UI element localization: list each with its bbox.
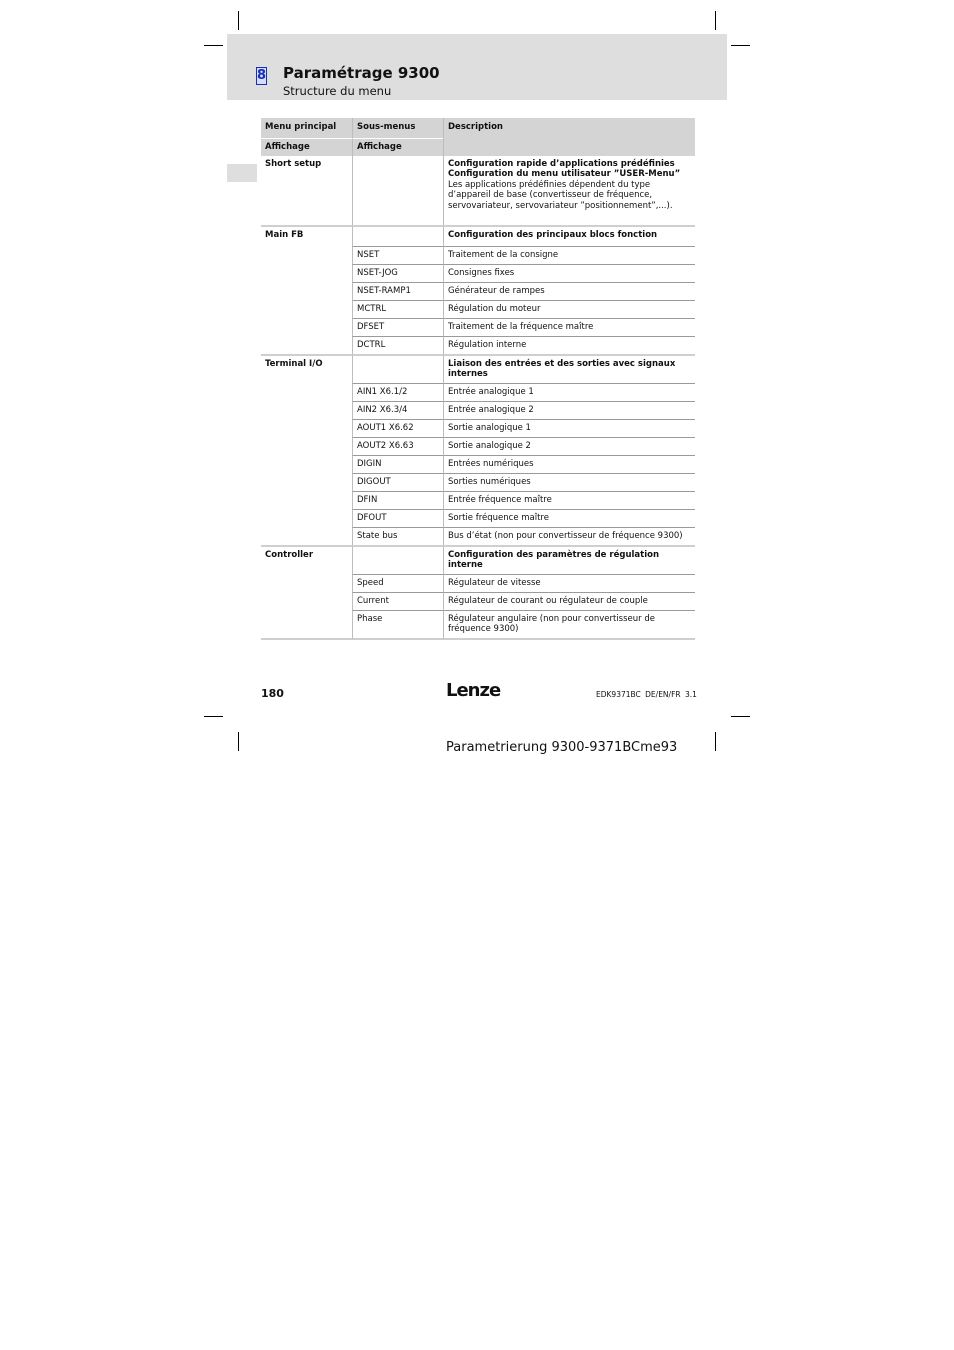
menu-controller: Controller — [261, 545, 352, 640]
table-row: Current Régulateur de courant ou régulateur de couple — [261, 592, 695, 610]
table-row: Terminal I/O Liaison des entrées et des sorties avec signaux internes — [261, 354, 695, 383]
table-row: AOUT2 X6.63 Sortie analogique 2 — [261, 437, 695, 455]
crop-mark — [731, 716, 750, 717]
table-row: State bus Bus d’état (non pour convertisseur de fréquence 9300) — [261, 527, 695, 545]
page-number: 180 — [261, 687, 284, 700]
crop-mark — [204, 45, 223, 46]
crop-mark — [715, 11, 716, 30]
header-display-main: Affichage — [261, 139, 352, 156]
table-row: Main FB Configuration des principaux blocs fonction — [261, 225, 695, 246]
table-row: NSET Traitement de la consigne — [261, 246, 695, 264]
menu-structure-table — [261, 118, 695, 640]
crop-mark — [238, 732, 239, 751]
footer-caption: Parametrierung 9300-9371BCme93 — [446, 740, 678, 755]
table-row: Speed Régulateur de vitesse — [261, 574, 695, 592]
menu-short-setup: Short setup — [265, 158, 322, 169]
table-row: AIN1 X6.1/2 Entrée analogique 1 — [261, 383, 695, 401]
table-row: DIGIN Entrées numériques — [261, 455, 695, 473]
table-row — [261, 156, 695, 225]
table-row: MCTRL Régulation du moteur — [261, 300, 695, 318]
crop-mark — [238, 11, 239, 30]
document-code: EDK9371BC DE/EN/FR 3.1 — [596, 690, 697, 699]
table-row: DCTRL Régulation interne — [261, 336, 695, 354]
crop-mark — [715, 732, 716, 751]
table-row: AIN2 X6.3/4 Entrée analogique 2 — [261, 401, 695, 419]
table-row: NSET-JOG Consignes fixes — [261, 264, 695, 282]
page-title: Paramétrage 9300 — [283, 64, 440, 82]
table-row: Controller Configuration des paramètres de régulation interne — [261, 545, 695, 574]
menu-terminal-io: Terminal I/O — [261, 354, 352, 545]
page-subtitle: Structure du menu — [283, 84, 392, 98]
short-setup-description: Configuration rapide d’applications prédéfinies Configuration du menu utilisateur ”USER-Menu” Les applications prédéfinies dépendent du type d’appareil de base (convertisseur de fréquence, servovariateur, servovariateur ”positionnement”,...). — [443, 156, 695, 225]
table-row: DFSET Traitement de la fréquence maître — [261, 318, 695, 336]
header-submenus: Sous-menus — [352, 118, 443, 139]
crop-mark — [204, 716, 223, 717]
chapter-number-badge: 8 — [257, 68, 267, 83]
brand-logo: Lenze — [446, 680, 501, 701]
table-row: Phase Régulateur angulaire (non pour convertisseur de fréquence 9300) — [261, 610, 695, 640]
header-main-menu: Menu principal — [261, 118, 352, 139]
table-row: NSET-RAMP1 Générateur de rampes — [261, 282, 695, 300]
header-display-sub: Affichage — [352, 139, 443, 156]
side-tab-marker — [227, 164, 257, 182]
table-row: DIGOUT Sorties numériques — [261, 473, 695, 491]
table-row: AOUT1 X6.62 Sortie analogique 1 — [261, 419, 695, 437]
menu-main-fb: Main FB — [261, 225, 352, 354]
table-row: DFOUT Sortie fréquence maître — [261, 509, 695, 527]
table-row: DFIN Entrée fréquence maître — [261, 491, 695, 509]
crop-mark — [731, 45, 750, 46]
header-description: Description — [443, 118, 695, 156]
